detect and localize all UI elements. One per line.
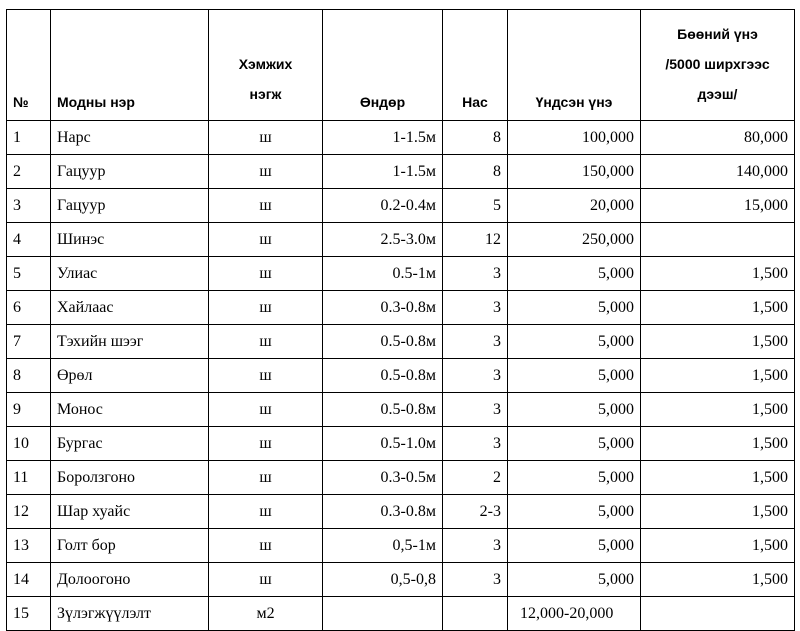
cell-tree-name: Бургас	[51, 427, 209, 461]
cell-base-price: 5,000	[508, 359, 641, 393]
cell-age: 3	[443, 529, 508, 563]
cell-height: 0.5-1.0м	[323, 427, 443, 461]
cell-unit: м2	[209, 597, 323, 631]
cell-age: 5	[443, 189, 508, 223]
cell-num: 11	[7, 461, 51, 495]
header-bulk-line2: /5000 ширхгээс	[665, 56, 770, 72]
cell-age: 3	[443, 291, 508, 325]
cell-unit: ш	[209, 359, 323, 393]
cell-age: 3	[443, 427, 508, 461]
cell-unit: ш	[209, 563, 323, 597]
cell-bulk-price	[641, 223, 795, 257]
header-bulk-price	[641, 10, 795, 121]
cell-height: 1-1.5м	[323, 155, 443, 189]
tree-price-table	[6, 9, 795, 631]
header-age: Нас	[443, 10, 508, 121]
header-unit-label: Хэмжих нэгж	[238, 56, 293, 102]
cell-height: 0.5-1м	[323, 257, 443, 291]
cell-age: 2-3	[443, 495, 508, 529]
cell-bulk-price: 1,500	[641, 359, 795, 393]
cell-height: 0.5-0.8м	[323, 325, 443, 359]
cell-tree-name: Гацуур	[51, 189, 209, 223]
cell-num: 4	[7, 223, 51, 257]
cell-unit: ш	[209, 155, 323, 189]
cell-tree-name: Монос	[51, 393, 209, 427]
cell-height: 0,5-1м	[323, 529, 443, 563]
cell-num: 13	[7, 529, 51, 563]
table-row	[7, 495, 795, 529]
header-tree-name: Модны нэр	[51, 10, 209, 121]
cell-base-price: 5,000	[508, 529, 641, 563]
cell-unit: ш	[209, 495, 323, 529]
table-body	[7, 121, 795, 631]
header-height: Өндөр	[323, 10, 443, 121]
cell-num: 14	[7, 563, 51, 597]
cell-tree-name: Нарс	[51, 121, 209, 155]
table-row	[7, 461, 795, 495]
cell-base-price: 20,000	[508, 189, 641, 223]
cell-num: 10	[7, 427, 51, 461]
cell-age: 8	[443, 155, 508, 189]
cell-height: 0.5-0.8м	[323, 359, 443, 393]
table-row	[7, 155, 795, 189]
cell-tree-name: Шинэс	[51, 223, 209, 257]
table-row	[7, 359, 795, 393]
cell-height	[323, 597, 443, 631]
cell-tree-name: Зүлэгжүүлэлт	[51, 597, 209, 631]
cell-tree-name: Долоогоно	[51, 563, 209, 597]
cell-unit: ш	[209, 393, 323, 427]
header-unit	[209, 10, 323, 121]
cell-base-price: 5,000	[508, 461, 641, 495]
cell-tree-name: Голт бор	[51, 529, 209, 563]
cell-height: 0.2-0.4м	[323, 189, 443, 223]
cell-num: 9	[7, 393, 51, 427]
cell-num: 6	[7, 291, 51, 325]
table-row	[7, 597, 795, 631]
cell-base-price: 5,000	[508, 563, 641, 597]
cell-unit: ш	[209, 529, 323, 563]
cell-bulk-price: 1,500	[641, 563, 795, 597]
cell-base-price: 5,000	[508, 393, 641, 427]
cell-base-price: 5,000	[508, 495, 641, 529]
cell-unit: ш	[209, 427, 323, 461]
cell-height: 0.3-0.8м	[323, 291, 443, 325]
header-num: №	[7, 10, 51, 121]
header-base-price: Үндсэн үнэ	[508, 10, 641, 121]
cell-tree-name: Улиас	[51, 257, 209, 291]
table-row	[7, 121, 795, 155]
cell-age: 3	[443, 563, 508, 597]
cell-num: 1	[7, 121, 51, 155]
cell-base-price: 250,000	[508, 223, 641, 257]
table-row	[7, 393, 795, 427]
cell-unit: ш	[209, 291, 323, 325]
cell-age: 8	[443, 121, 508, 155]
cell-base-price: 12,000-20,000	[508, 597, 641, 631]
table-row	[7, 427, 795, 461]
cell-base-price: 150,000	[508, 155, 641, 189]
cell-unit: ш	[209, 121, 323, 155]
cell-height: 2.5-3.0м	[323, 223, 443, 257]
cell-base-price: 5,000	[508, 325, 641, 359]
cell-num: 15	[7, 597, 51, 631]
cell-unit: ш	[209, 189, 323, 223]
cell-height: 0.3-0.8м	[323, 495, 443, 529]
cell-unit: ш	[209, 223, 323, 257]
cell-age: 3	[443, 359, 508, 393]
cell-tree-name: Боролзгоно	[51, 461, 209, 495]
cell-unit: ш	[209, 257, 323, 291]
table-row	[7, 223, 795, 257]
cell-age: 3	[443, 393, 508, 427]
cell-tree-name: Гацуур	[51, 155, 209, 189]
cell-num: 12	[7, 495, 51, 529]
cell-bulk-price: 1,500	[641, 529, 795, 563]
cell-bulk-price: 80,000	[641, 121, 795, 155]
cell-bulk-price: 1,500	[641, 257, 795, 291]
cell-age: 3	[443, 325, 508, 359]
table-row	[7, 189, 795, 223]
cell-height: 1-1.5м	[323, 121, 443, 155]
cell-base-price: 5,000	[508, 257, 641, 291]
header-bulk-line1: Бөөний үнэ	[677, 26, 758, 42]
cell-num: 2	[7, 155, 51, 189]
cell-tree-name: Тэхийн шээг	[51, 325, 209, 359]
cell-bulk-price: 1,500	[641, 325, 795, 359]
cell-bulk-price: 1,500	[641, 427, 795, 461]
table-row	[7, 529, 795, 563]
cell-height: 0,5-0,8	[323, 563, 443, 597]
cell-num: 7	[7, 325, 51, 359]
cell-base-price: 5,000	[508, 291, 641, 325]
table-row	[7, 325, 795, 359]
cell-tree-name: Хайлаас	[51, 291, 209, 325]
cell-bulk-price: 140,000	[641, 155, 795, 189]
table-row	[7, 291, 795, 325]
cell-num: 5	[7, 257, 51, 291]
cell-bulk-price	[641, 597, 795, 631]
cell-age: 12	[443, 223, 508, 257]
cell-bulk-price: 1,500	[641, 495, 795, 529]
cell-unit: ш	[209, 461, 323, 495]
cell-tree-name: Шар хуайс	[51, 495, 209, 529]
cell-unit: ш	[209, 325, 323, 359]
cell-age	[443, 597, 508, 631]
cell-bulk-price: 1,500	[641, 461, 795, 495]
cell-num: 3	[7, 189, 51, 223]
table-row	[7, 257, 795, 291]
cell-num: 8	[7, 359, 51, 393]
cell-tree-name: Өрөл	[51, 359, 209, 393]
cell-bulk-price: 1,500	[641, 291, 795, 325]
cell-bulk-price: 1,500	[641, 393, 795, 427]
cell-base-price: 5,000	[508, 427, 641, 461]
table-row	[7, 563, 795, 597]
cell-base-price: 100,000	[508, 121, 641, 155]
cell-bulk-price: 15,000	[641, 189, 795, 223]
header-row	[7, 10, 795, 121]
cell-height: 0.3-0.5м	[323, 461, 443, 495]
cell-age: 2	[443, 461, 508, 495]
header-bulk-line3: дээш/	[697, 86, 738, 102]
cell-height: 0.5-0.8м	[323, 393, 443, 427]
cell-age: 3	[443, 257, 508, 291]
